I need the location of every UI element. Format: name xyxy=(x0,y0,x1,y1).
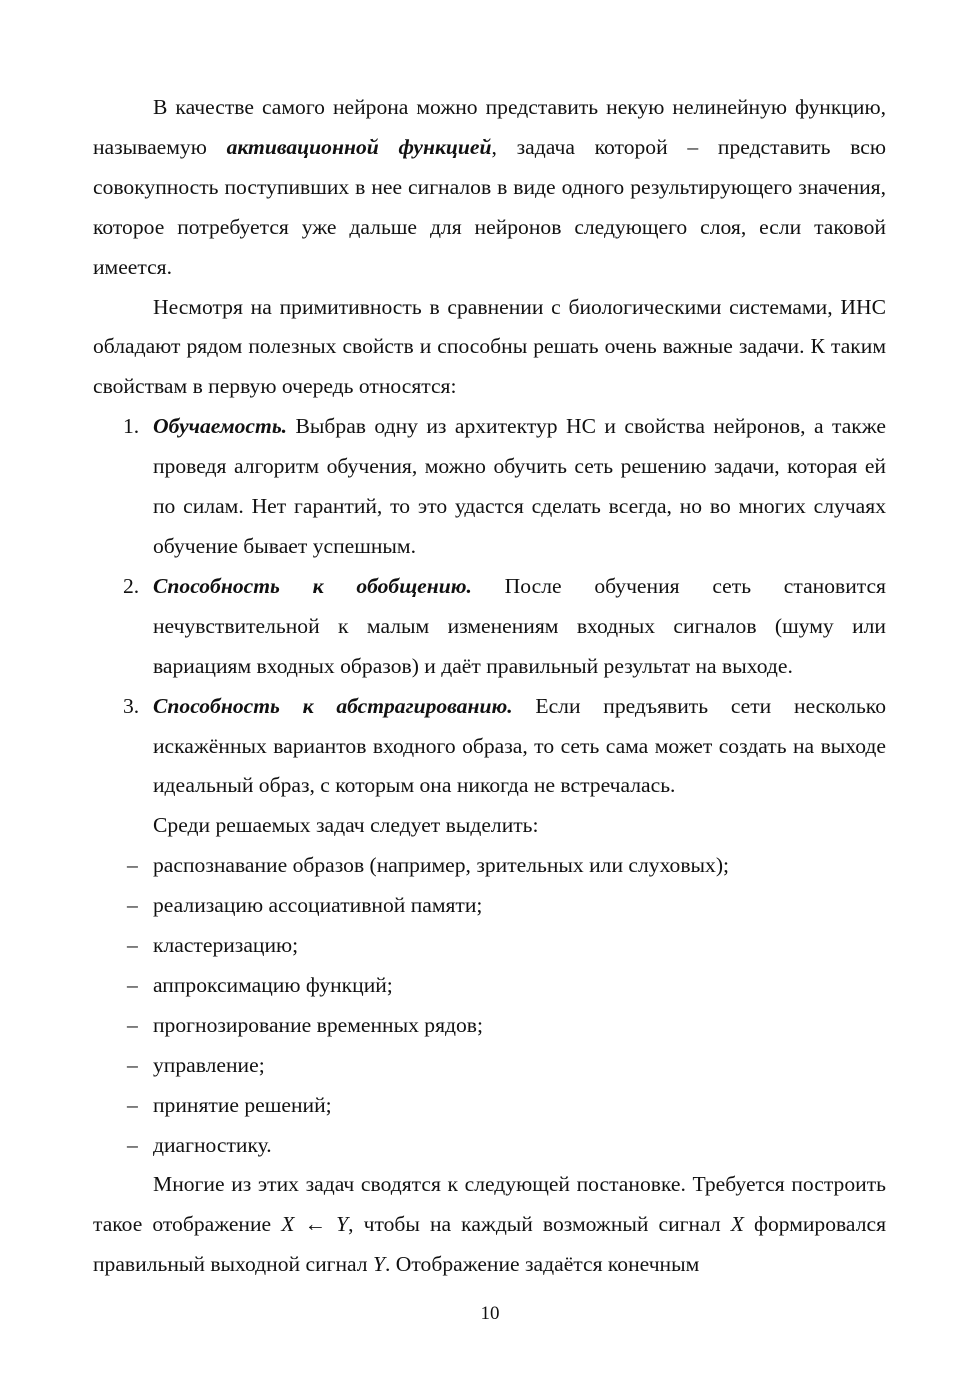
term-activation-function: активационной функцией xyxy=(226,134,492,159)
list-item-text: реализацию ассоциативной памяти; xyxy=(153,893,483,918)
text: , задача которой – представить всю совокупность поступивших в нее сигналов в виде одного результирующего значения, которое потребуется уже дальше для нейронов следующего слоя, если таковой имеется. xyxy=(93,134,886,279)
property-text: После обучения сеть становится нечувствительной к малым изменениям входных сигналов (шуму или вариациям входных образов) и даёт правильный результат на выходе. xyxy=(153,573,886,678)
properties-list xyxy=(93,407,886,806)
dash-bullet: – xyxy=(127,972,138,997)
dash-bullet: – xyxy=(127,853,138,878)
list-item xyxy=(93,1006,886,1046)
list-item-text: диагностику. xyxy=(153,1132,272,1157)
dash-bullet: – xyxy=(127,933,138,958)
property-item xyxy=(93,407,886,567)
list-item xyxy=(93,1126,886,1166)
text: В качестве самого нейрона можно представить некую нелинейную функцию, называемую xyxy=(93,95,886,159)
list-item-text: кластеризацию; xyxy=(153,933,299,958)
dash-bullet: – xyxy=(127,1092,138,1117)
property-title: Обучаемость. xyxy=(153,414,288,439)
paragraph-ins-properties: Несмотря на примитивность в сравнении с биологическими системами, ИНС обладают рядом полезных свойств и способны решать очень важные задачи. К таким свойствам в первую очередь относятся: xyxy=(93,294,886,399)
list-item-text: управление; xyxy=(153,1052,265,1077)
tasks-list xyxy=(93,846,886,1165)
list-item-text: аппроксимацию функций; xyxy=(153,972,393,997)
dash-bullet: – xyxy=(127,1132,138,1157)
property-item xyxy=(93,567,886,687)
text: . Отображение задаётся конечным xyxy=(385,1252,700,1277)
dash-bullet: – xyxy=(127,893,138,918)
property-title: Способность к абстрагированию. xyxy=(153,693,513,718)
list-item xyxy=(93,1046,886,1086)
list-item xyxy=(93,846,886,886)
variable-y: Y xyxy=(372,1252,385,1277)
item-number: 3. xyxy=(123,693,140,718)
list-item-text: прогнозирование временных рядов; xyxy=(153,1012,483,1037)
list-item xyxy=(93,1086,886,1126)
property-text: Выбрав одну из архитектур НС и свойства нейронов, а также проведя алгоритм обучения, можно обучить сеть решению задачи, которая ей по силам. Нет гарантий, то это удастся сделать всегда, но во многих случаях обучение бывает успешным. xyxy=(153,414,886,558)
item-number: 2. xyxy=(123,573,140,598)
document-page xyxy=(93,88,886,1285)
formula-mapping: X ← Y xyxy=(281,1212,349,1237)
property-text: Если предъявить сети несколько искажённых вариантов входного образа, то сеть сама может создать на выходе идеальный образ, с которым она никогда не встречалась. xyxy=(153,693,886,798)
page-number: 10 xyxy=(480,1303,500,1324)
list-item-text: распознавание образов (например, зрительных или слуховых); xyxy=(153,853,730,878)
variable-x: X xyxy=(730,1212,744,1237)
property-item xyxy=(93,687,886,807)
paragraph-activation-function xyxy=(93,88,886,288)
paragraph-mapping xyxy=(93,1165,886,1285)
text: Многие из этих задач сводятся к следующей постановке. Требуется построить такое отображение xyxy=(93,1172,886,1237)
dash-bullet: – xyxy=(127,1052,138,1077)
list-item-text: принятие решений; xyxy=(153,1092,332,1117)
list-item xyxy=(93,886,886,926)
item-number: 1. xyxy=(123,414,140,439)
text: формировался правильный выходной сигнал xyxy=(93,1212,887,1277)
tasks-intro: Среди решаемых задач следует выделить: xyxy=(153,813,539,838)
list-item xyxy=(93,926,886,966)
text: , чтобы на каждый возможный сигнал xyxy=(348,1212,731,1237)
list-item xyxy=(93,966,886,1006)
dash-bullet: – xyxy=(127,1012,138,1037)
property-title: Способность к обобщению. xyxy=(153,573,472,598)
